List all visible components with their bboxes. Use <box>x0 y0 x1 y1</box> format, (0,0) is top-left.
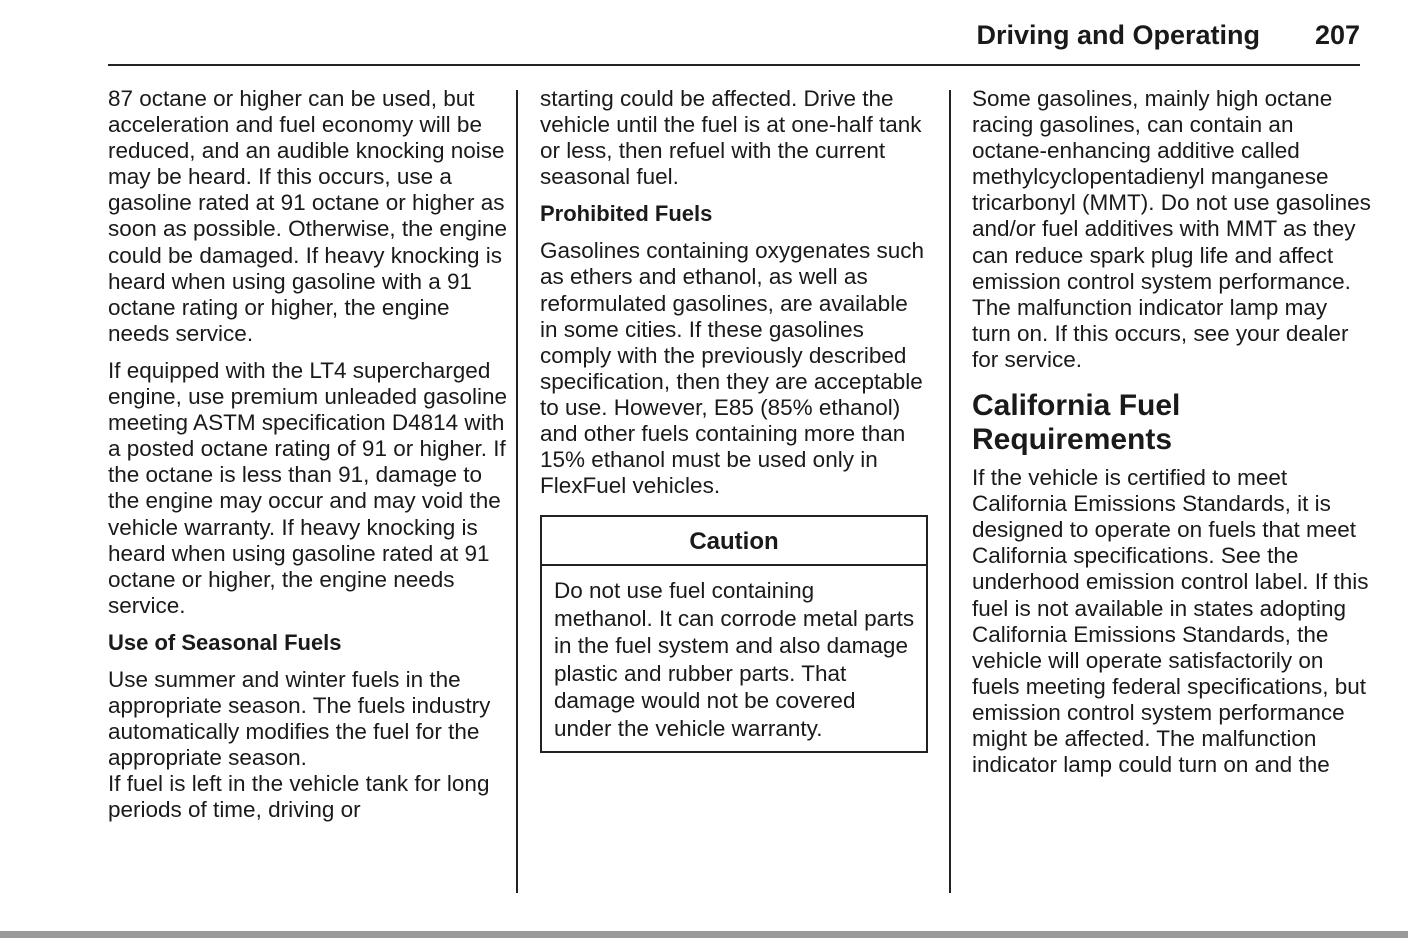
paragraph-octane-requirements: 87 octane or higher can be used, but acceleration and fuel economy will be reduced, and an audible knocking noise may be heard. If this occurs, use a gasoline rated at 91 octane or higher as soon as possible. Otherwise, the engine could be damaged. If heavy knocking is heard when using gasoline with a 91 octane rating or higher, the engine needs service. <box>108 86 507 346</box>
column-3 <box>972 86 1372 789</box>
header-rule <box>108 64 1360 66</box>
caution-body: Do not use fuel containing methanol. It can corrode metal parts in the fuel system and also damage plastic and rubber parts. That damage would not be covered under the vehicle warranty. <box>554 578 915 741</box>
paragraph-oxygenates: Gasolines containing oxygenates such as ethers and ethanol, as well as reformulated gasolines, are available in some cities. If these gasolines comply with the previously described specification, then they are acceptable to use. However, E85 (85% ethanol) and other fuels containing more than 15% ethanol must be used only in FlexFuel vehicles. <box>540 238 924 499</box>
heading-california-fuel: California Fuel Requirements <box>972 389 1181 457</box>
column-2 <box>540 86 930 753</box>
heading-seasonal-fuels: Use of Seasonal Fuels <box>108 629 342 655</box>
page-number: 207 <box>1314 20 1360 50</box>
paragraph-mmt-additive: Some gasolines, mainly high octane racing gasolines, can contain an octane-enhancing additive called methylcyclopentadienyl manganese tricarbonyl (MMT). Do not use gasolines and/or fuel additives with MMT as they can reduce spark plug life and affect emission control system performance. The malfunction indicator lamp may turn on. If this occurs, see your dealer for service. <box>972 86 1371 372</box>
paragraph-california-emissions: If the vehicle is certified to meet California Emissions Standards, it is designed to operate on fuels that meet California specifications. See the underhood emission control label. If this fuel is not available in states adopting California Emissions Standards, the vehicle will operate satisfactorily on fuels meeting federal specifications, but emission control system performance might be affected. The malfunction indicator lamp could turn on and the <box>972 465 1369 778</box>
column-divider <box>516 90 518 893</box>
section-title: Driving and Operating <box>976 20 1260 50</box>
caution-box <box>540 515 928 753</box>
bottom-bar <box>0 931 1408 938</box>
paragraph-refuel-seasonal: starting could be affected. Drive the vehicle until the fuel is at one-half tank or less, then refuel with the current seasonal fuel. <box>540 86 922 190</box>
caution-title: Caution <box>542 517 926 566</box>
paragraph-fuel-left-in-tank: If fuel is left in the vehicle tank for long periods of time, driving or <box>108 771 490 823</box>
column-1 <box>108 86 508 834</box>
page-header <box>108 18 1360 64</box>
heading-prohibited-fuels: Prohibited Fuels <box>540 201 713 227</box>
paragraph-seasonal-fuels: Use summer and winter fuels in the appropriate season. The fuels industry automatically modifies the fuel for the appropriate season. <box>108 666 491 771</box>
column-divider <box>949 90 951 893</box>
paragraph-lt4-engine: If equipped with the LT4 supercharged engine, use premium unleaded gasoline meeting ASTM specification D4814 with a posted octane rating of 91 or higher. If the octane is less than 91, damage to the engine may occur and may void the vehicle warranty. If heavy knocking is heard when using gasoline rated at 91 octane or higher, the engine needs service. <box>108 357 508 618</box>
